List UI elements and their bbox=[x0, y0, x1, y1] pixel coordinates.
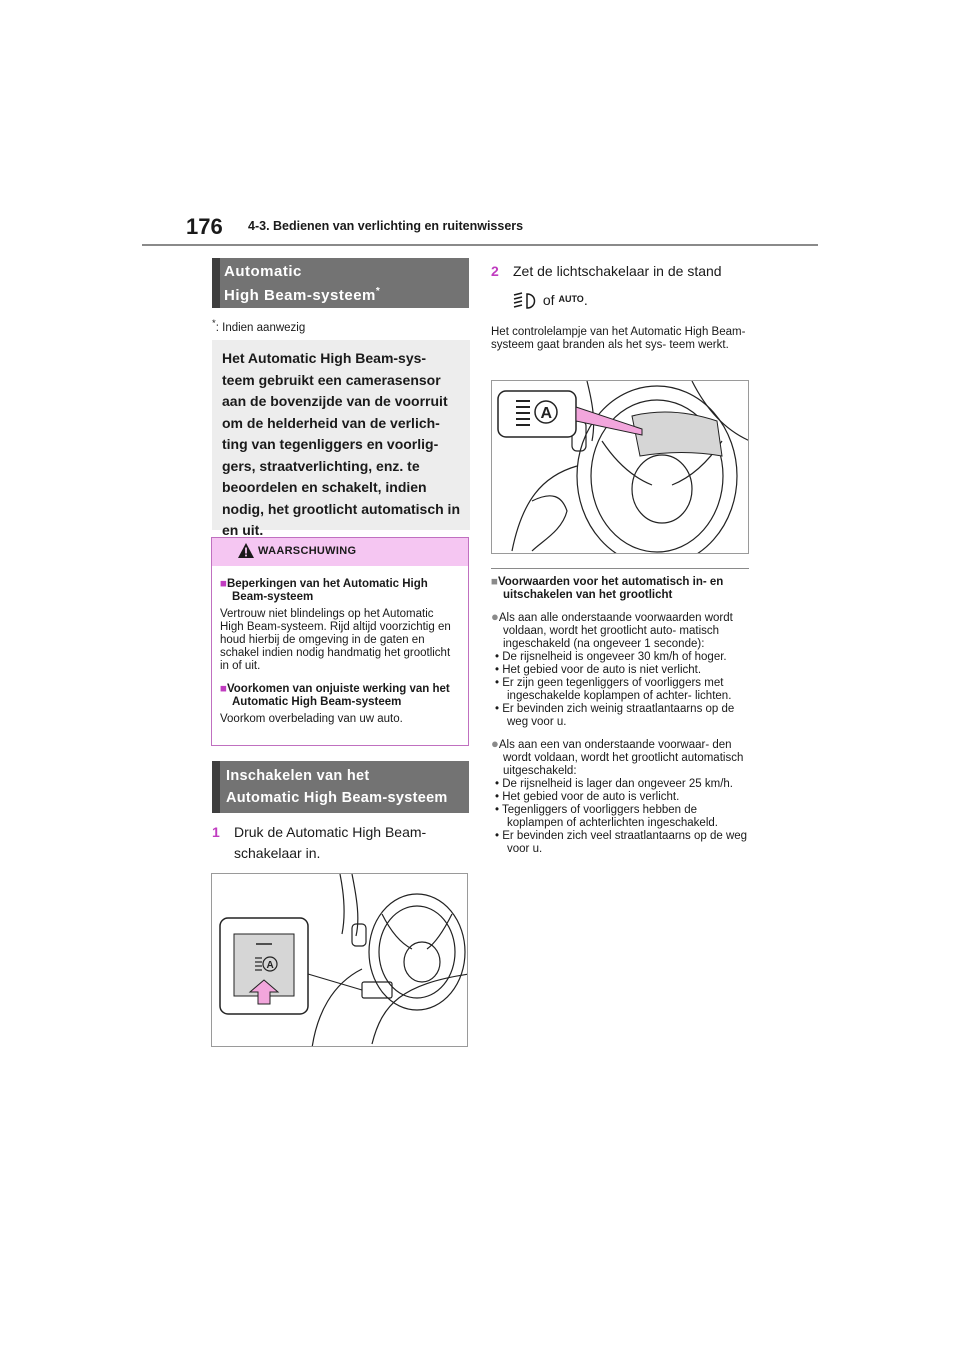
list-item: • Het gebied voor de auto is niet verlicht. bbox=[491, 664, 749, 677]
square-bullet-icon: ■ bbox=[220, 578, 227, 590]
warning-subtitle-1 bbox=[220, 578, 460, 604]
warning-header bbox=[212, 538, 468, 566]
footnote-text: : Indien aanwezig bbox=[215, 321, 306, 334]
list-item: • Er zijn geen tegenliggers of voorliggers met ingeschakelde koplampen of achter- lichten. bbox=[491, 677, 749, 703]
warning-subtitle-2 bbox=[220, 683, 460, 709]
heading2-line1: Inschakelen van het bbox=[226, 768, 370, 784]
svg-text:A: A bbox=[540, 405, 553, 422]
list-item: • De rijsnelheid is ongeveer 30 km/h of hoger. bbox=[491, 651, 749, 664]
dashboard-indicator-drawing bbox=[492, 381, 749, 554]
heading-bar bbox=[212, 258, 220, 308]
conditions-on-intro bbox=[491, 610, 749, 651]
warning-subtitle-2-text: Voorkomen van onjuiste werking van het Automatic High Beam-systeem bbox=[226, 683, 450, 708]
footnote bbox=[212, 318, 305, 334]
indicator-illustration bbox=[491, 380, 749, 554]
list-item: • Er bevinden zich veel straatlantaarns op de weg voor u. bbox=[491, 830, 749, 856]
conditions-section bbox=[491, 576, 749, 856]
step-1 bbox=[212, 822, 470, 866]
warning-subtitle-1-text: Beperkingen van het Automatic High Beam-systeem bbox=[226, 578, 428, 603]
switch-illustration bbox=[211, 873, 468, 1047]
step-number: 1 bbox=[212, 824, 220, 840]
heading2-line2: Automatic High Beam-systeem bbox=[226, 790, 448, 806]
switch-positions bbox=[513, 292, 588, 312]
section-title: 4-3. Bedienen van verlichting en ruitenwissers bbox=[248, 219, 524, 233]
conditions-off-intro bbox=[491, 737, 749, 778]
warning-text-1: Vertrouw niet blindelings op het Automatic High Beam-systeem. Rijd altijd voorzichtig en houd hierbij de omgeving in de gaten en schakel indien nodig handmatig het grootlicht in of uit. bbox=[220, 608, 451, 672]
dashboard-switch-drawing bbox=[212, 874, 468, 1047]
conditions-title bbox=[491, 576, 749, 602]
circle-bullet-icon: ● bbox=[491, 736, 499, 751]
circle-bullet-icon: ● bbox=[491, 609, 499, 624]
step-text: Zet de lichtschakelaar in de stand bbox=[513, 263, 722, 279]
footnote-mark: * bbox=[212, 318, 216, 329]
warning-box bbox=[211, 537, 469, 746]
conditions-off-intro-text: Als aan een van onderstaande voorwaar- den wordt voldaan, wordt het grootlicht automatisch uitgeschakeld: bbox=[498, 739, 744, 777]
warning-title: WAARSCHUWING bbox=[258, 545, 357, 557]
conditions-on-list bbox=[491, 651, 749, 729]
indicator-description: Het controlelampje van het Automatic High Beam-systeem gaat branden als het sys- teem werkt. bbox=[491, 326, 746, 351]
heading-line2 bbox=[224, 282, 469, 306]
conditions-off-list bbox=[491, 778, 749, 856]
list-item: • Er bevinden zich weinig straatlantaarns op de weg voor u. bbox=[491, 703, 749, 729]
heading-automatic-high-beam bbox=[212, 258, 469, 308]
svg-text:A: A bbox=[266, 960, 274, 971]
end-period: . bbox=[583, 292, 588, 308]
auto-icon: AUTO bbox=[558, 294, 584, 304]
conditions-on-intro-text: Als aan alle onderstaande voorwaarden wordt voldaan, wordt het grootlicht auto- matisch ingeschakeld (na ongeveer 1 seconde): bbox=[498, 612, 733, 650]
heading-asterisk: * bbox=[375, 286, 381, 297]
list-item: • Tegenliggers of voorliggers hebben de koplampen of achterlichten ingeschakeld. bbox=[491, 804, 749, 830]
heading-line2-text: High Beam-systeem bbox=[224, 287, 376, 304]
heading-line1: Automatic bbox=[224, 263, 302, 280]
square-bullet-icon: ■ bbox=[491, 576, 498, 588]
heading-inschakelen bbox=[212, 761, 469, 813]
or-text: of bbox=[542, 292, 555, 308]
warning-text-2: Voorkom overbelading van uw auto. bbox=[220, 713, 403, 725]
square-bullet-icon: ■ bbox=[220, 683, 227, 695]
page-number: 176 bbox=[186, 214, 223, 239]
conditions-title-text: Voorwaarden voor het automatisch in- en uitschakelen van het grootlicht bbox=[497, 576, 724, 601]
warning-body bbox=[212, 566, 468, 726]
step-number: 2 bbox=[491, 263, 499, 279]
warning-triangle-icon bbox=[238, 543, 254, 558]
conditions-rule bbox=[491, 568, 749, 569]
heading-bar bbox=[212, 761, 220, 813]
high-beam-icon bbox=[513, 292, 539, 310]
step-2 bbox=[491, 261, 749, 285]
list-item: • Het gebied voor de auto is verlicht. bbox=[491, 791, 749, 804]
step-text: Druk de Automatic High Beam- schakelaar in. bbox=[234, 824, 427, 861]
intro-box: Het Automatic High Beam-sys- teem gebruikt een camerasensor aan de bovenzijde van de voorruit om de helderheid van de verlich- ting van tegenliggers en voorlig- gers, straatverlichting, enz. te beoordelen en schakelt, indien nodig, het grootlicht automatisch in en uit. bbox=[212, 340, 470, 530]
list-item: • De rijsnelheid is lager dan ongeveer 25 km/h. bbox=[491, 778, 749, 791]
header-rule bbox=[142, 244, 818, 246]
